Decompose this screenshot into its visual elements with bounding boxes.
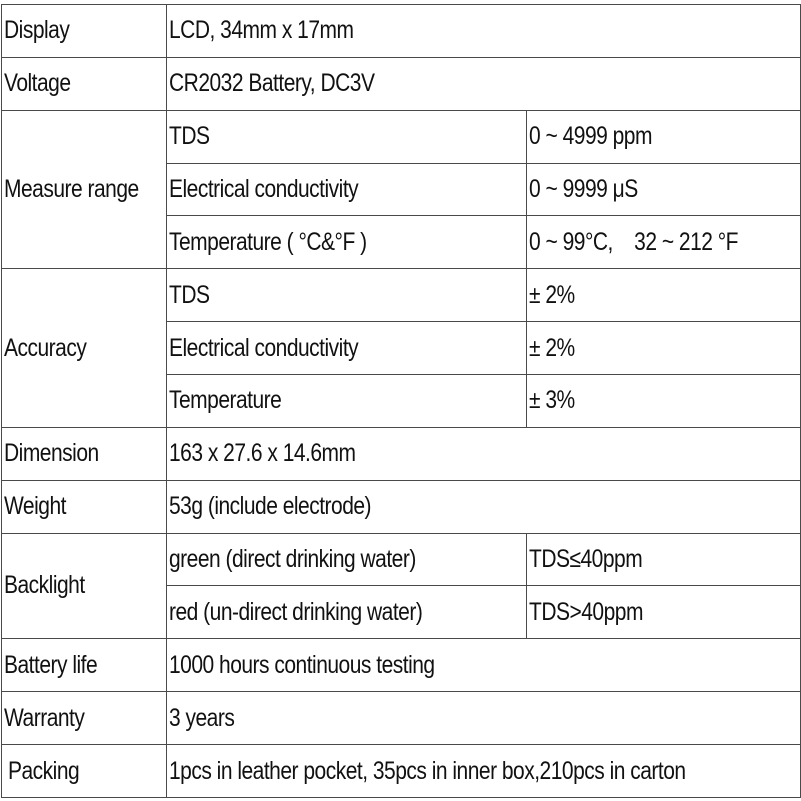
row-label	[2, 639, 167, 692]
table-row	[2, 692, 801, 745]
sub-item-name: Electrical conductivity	[167, 163, 527, 216]
sub-item-value: ± 3%	[527, 375, 801, 428]
sub-item-name: red (un-direct drinking water)	[167, 586, 527, 639]
row-value-text: CR2032 Battery, DC3V	[169, 69, 375, 98]
sub-item-value: TDS≤40ppm	[527, 533, 801, 586]
sub-item-value: TDS>40ppm	[527, 586, 801, 639]
table-row	[2, 427, 801, 480]
sub-item-name: TDS	[167, 110, 527, 163]
row-label	[2, 745, 167, 798]
sub-item-name: Electrical conductivity	[167, 322, 527, 375]
table-row	[2, 110, 801, 163]
sub-item-name: TDS	[167, 269, 527, 322]
sub-item-value: 0 ~ 99°C, 32 ~ 212 °F	[527, 216, 801, 269]
row-label-text: Measure range	[4, 175, 139, 203]
row-value-text: 1000 hours continuous testing	[169, 650, 435, 679]
table-row	[2, 480, 801, 533]
sub-item-value: ± 2%	[527, 269, 801, 322]
row-label-text: Packing	[8, 756, 80, 785]
row-label	[2, 480, 167, 533]
row-label-text: Dimension	[4, 439, 99, 468]
row-label-text: Accuracy	[4, 333, 87, 362]
row-label	[2, 57, 167, 110]
row-label	[2, 427, 167, 480]
row-label-text: Warranty	[4, 703, 85, 732]
sub-item-value: ± 2%	[527, 322, 801, 375]
row-value-text: 3 years	[169, 703, 235, 732]
row-label	[2, 110, 167, 269]
row-label-text: Backlight	[4, 571, 85, 600]
row-value	[167, 427, 801, 480]
sub-item-name: Temperature ( °C&°F )	[167, 216, 527, 269]
table-row	[2, 533, 801, 586]
row-label-text: Display	[4, 16, 70, 45]
row-value-text: 53g (include electrode)	[169, 492, 372, 521]
row-value	[167, 745, 801, 798]
row-value-text: 1pcs in leather pocket, 35pcs in inner box,210pcs in carton	[169, 756, 686, 785]
table-row	[2, 269, 801, 322]
row-value	[167, 692, 801, 745]
table-row	[2, 5, 801, 58]
sub-item-name: Temperature	[167, 375, 527, 428]
table-row	[2, 639, 801, 692]
row-label-text: Weight	[4, 492, 66, 521]
row-value	[167, 5, 801, 58]
row-label	[2, 5, 167, 58]
table-row	[2, 57, 801, 110]
sub-item-name: green (direct drinking water)	[167, 533, 527, 586]
sub-item-value: 0 ~ 9999 μS	[527, 163, 801, 216]
table-row	[2, 745, 801, 798]
sub-item-value: 0 ~ 4999 ppm	[527, 110, 801, 163]
row-label-text: Voltage	[4, 69, 71, 98]
row-value	[167, 639, 801, 692]
row-value	[167, 480, 801, 533]
row-value-text: LCD, 34mm x 17mm	[169, 16, 354, 45]
row-label	[2, 533, 167, 639]
row-label-text: Battery life	[4, 650, 98, 679]
spec-table	[1, 4, 801, 798]
row-label	[2, 269, 167, 428]
row-label	[2, 692, 167, 745]
row-value-text: 163 x 27.6 x 14.6mm	[169, 439, 356, 468]
row-value	[167, 57, 801, 110]
